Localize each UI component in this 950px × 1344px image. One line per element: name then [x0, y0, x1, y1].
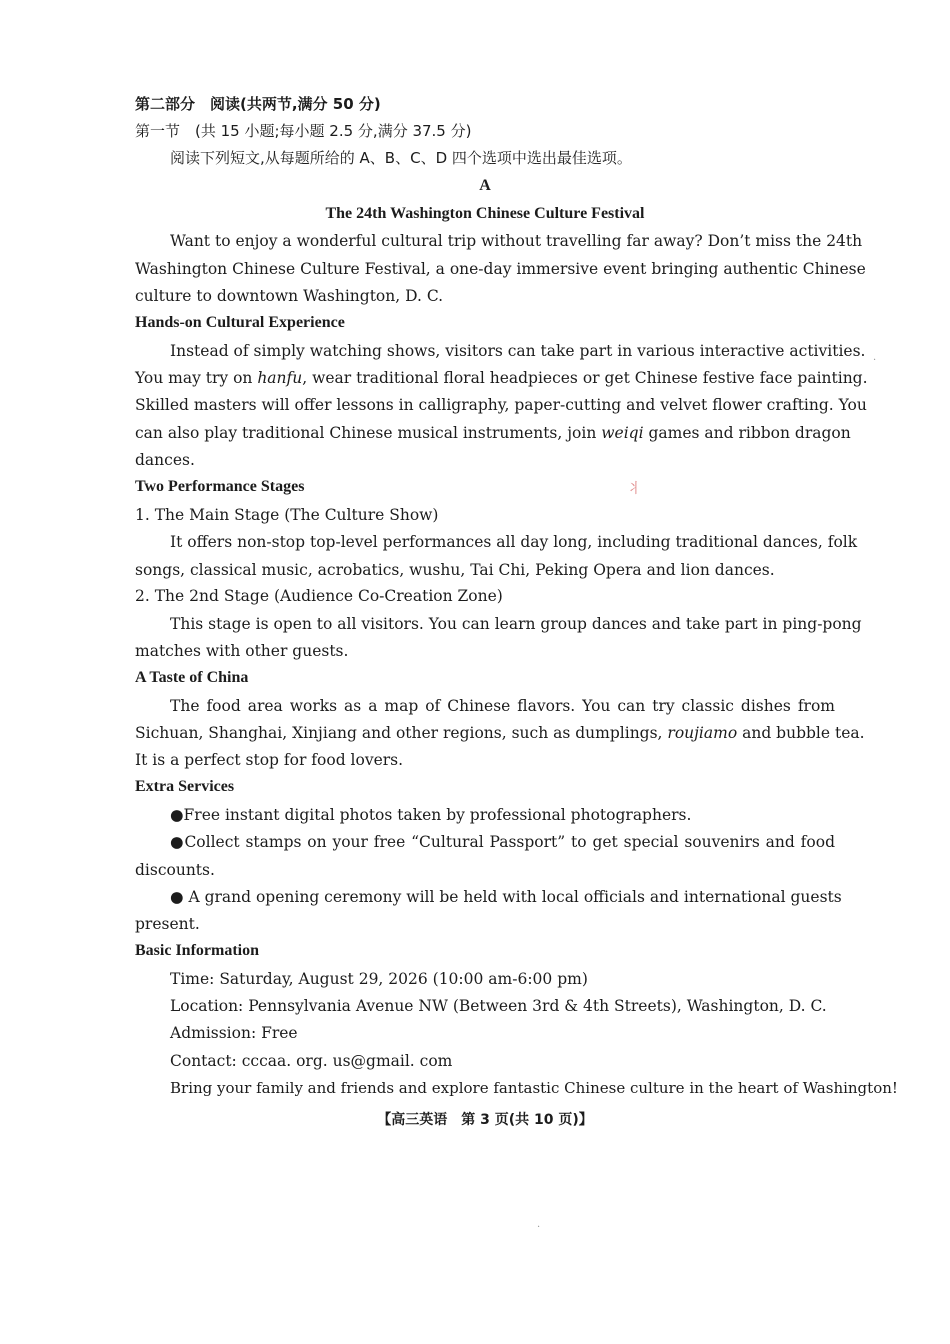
intro-line-2: Washington Chinese Culture Festival, a one-day immersive event bringing authentic Chinese: [135, 260, 866, 278]
passage-title: The 24th Washington Chinese Culture Festival: [325, 205, 645, 222]
page-footer: 【高三英语 第 3 页(共 10 页)】: [377, 1112, 593, 1128]
hands-on-line-5: dances.: [135, 451, 195, 469]
red-mark: 丬: [627, 481, 641, 497]
heading-stages: Two Performance Stages: [135, 478, 305, 495]
hands-on-line-4: can also play traditional Chinese musical instruments, join weiqi games and ribbon dragon: [135, 424, 851, 442]
second-stage-title: 2. The 2nd Stage (Audience Co-Creation Zone): [135, 587, 503, 605]
section-subtitle: 第一节 (共 15 小题;每小题 2.5 分,满分 37.5 分): [135, 122, 472, 140]
basic-closing: Bring your family and friends and explore fantastic Chinese culture in the heart of Washington!: [170, 1079, 898, 1097]
intro-line-3: culture to downtown Washington, D. C.: [135, 287, 444, 305]
main-stage-line-2: songs, classical music, acrobatics, wushu, Tai Chi, Peking Opera and lion dances.: [135, 561, 775, 579]
second-stage-line-2: matches with other guests.: [135, 642, 349, 660]
extra-bullet-2-line-2: discounts.: [135, 861, 215, 879]
heading-basic: Basic Information: [135, 942, 259, 959]
scan-speck-2: ·: [537, 1222, 541, 1233]
second-stage-line-1: This stage is open to all visitors. You can learn group dances and take part in ping-pong: [170, 615, 862, 633]
main-stage-title: 1. The Main Stage (The Culture Show): [135, 506, 439, 524]
heading-extra: Extra Services: [135, 778, 235, 795]
extra-bullet-3-line-2: present.: [135, 915, 200, 933]
extra-bullet-1: ●Free instant digital photos taken by professional photographers.: [170, 806, 692, 824]
taste-line-3: It is a perfect stop for food lovers.: [135, 751, 404, 769]
main-stage-line-1: It offers non-stop top-level performances all day long, including traditional dances, folk: [170, 533, 858, 551]
intro-line-1: Want to enjoy a wonderful cultural trip without travelling far away? Don’t miss the 24th: [170, 232, 863, 250]
instruction: 阅读下列短文,从每题所给的 A、B、C、D 四个选项中选出最佳选项。: [170, 149, 632, 167]
basic-location: Location: Pennsylvania Avenue NW (Between 3rd & 4th Streets), Washington, D. C.: [170, 997, 827, 1015]
extra-bullet-2-line-1: ●Collect stamps on your free “Cultural Passport” to get special souvenirs and food: [170, 833, 835, 851]
part-title: 第二部分 阅读(共两节,满分 50 分): [135, 95, 381, 113]
passage-letter: A: [479, 177, 491, 194]
scan-speck: ·: [873, 355, 877, 366]
basic-time: Time: Saturday, August 29, 2026 (10:00 am-6:00 pm): [170, 970, 588, 988]
basic-admission: Admission: Free: [170, 1024, 298, 1042]
hands-on-line-2: You may try on hanfu, wear traditional floral headpieces or get Chinese festive face painting.: [135, 369, 868, 387]
taste-line-2: Sichuan, Shanghai, Xinjiang and other regions, such as dumplings, roujiamo and bubble tea.: [135, 724, 865, 742]
hands-on-line-1: Instead of simply watching shows, visitors can take part in various interactive activities.: [170, 342, 866, 360]
extra-bullet-3-line-1: ● A grand opening ceremony will be held with local officials and international guests: [170, 888, 842, 906]
heading-hands-on: Hands-on Cultural Experience: [135, 314, 345, 331]
term-roujiamo: roujiamo: [667, 724, 738, 742]
hands-on-line-3: Skilled masters will offer lessons in calligraphy, paper-cutting and velvet flower crafting. You: [135, 396, 867, 414]
taste-line-1: The food area works as a map of Chinese flavors. You can try classic dishes from: [170, 697, 835, 715]
basic-contact: Contact: cccaa. org. us@gmail. com: [170, 1052, 453, 1070]
term-weiqi: weiqi: [601, 424, 644, 442]
term-hanfu: hanfu: [257, 369, 303, 387]
heading-taste: A Taste of China: [135, 669, 249, 686]
